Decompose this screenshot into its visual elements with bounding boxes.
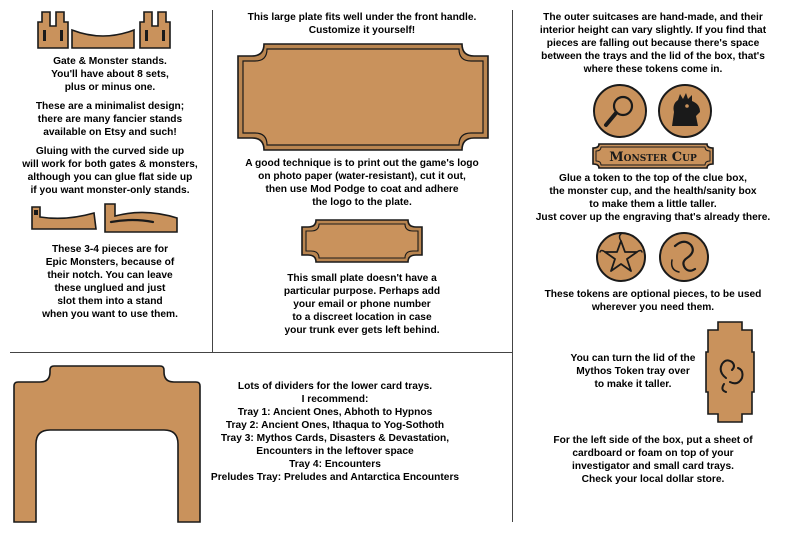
- small-plate-line: particular purpose. Perhaps add: [283, 286, 441, 297]
- glue-token-description: [513, 172, 793, 224]
- technique-description: [213, 157, 511, 209]
- suitcase-line: interior height can vary slightly. If you find that: [539, 25, 767, 36]
- epic-line: slot them into a stand: [57, 296, 163, 307]
- stands-line: Gate & Monster stands.: [53, 56, 167, 67]
- dividers-line: Tray 1: Ancient Ones, Abhoth to Hypnos: [237, 407, 433, 418]
- epic-line: Epic Monsters, because of: [45, 257, 175, 268]
- curved-stand-piece: [70, 24, 136, 50]
- epic-line: These 3-4 pieces are for: [51, 244, 169, 255]
- gluing-line: although you can glue flat side up: [27, 172, 193, 183]
- dividers-description: [202, 380, 468, 484]
- large-plate: [236, 42, 490, 152]
- left-side-line: For the left side of the box, put a sheet of: [553, 435, 753, 446]
- suitcase-line: where these tokens come in.: [583, 64, 723, 75]
- optional-line: These tokens are optional pieces, to be used: [544, 289, 762, 300]
- left-side-line: Check your local dollar store.: [581, 474, 725, 485]
- lid-line: Mythos Token tray over: [576, 366, 690, 377]
- optional-line: wherever you need them.: [591, 302, 715, 313]
- dividers-line: Lots of dividers for the lower card trays.: [237, 381, 433, 392]
- technique-line: the logo to the plate.: [312, 197, 412, 208]
- dividers-line: Tray 3: Mythos Cards, Disasters & Devastation,: [220, 433, 450, 444]
- large-plate-line: Customize it yourself!: [308, 25, 416, 36]
- small-plate-line: to a discreet location in case: [292, 312, 432, 323]
- small-plate-description: [213, 272, 511, 337]
- clue-token: [591, 82, 649, 140]
- gate-stand-piece-right: [137, 8, 173, 50]
- large-plate-line: This large plate fits well under the front handle.: [247, 12, 477, 23]
- suitcase-line: between the trays and the lid of the box, that's: [541, 51, 765, 62]
- gluing-line: Gluing with the curved side up: [35, 146, 185, 157]
- lid-line: You can turn the lid of the: [570, 353, 696, 364]
- suitcase-description: [513, 11, 793, 76]
- tentacle-token: [657, 230, 711, 284]
- small-plate-line: your trunk ever gets left behind.: [284, 325, 440, 336]
- epic-line: when you want to use them.: [42, 309, 178, 320]
- minimalist-line: These are a minimalist design;: [35, 101, 185, 112]
- dividers-line: Tray 4: Encounters: [289, 459, 381, 470]
- monster-token: [656, 82, 714, 140]
- stands-description: [10, 55, 210, 94]
- gate-stand-piece-left: [35, 8, 71, 50]
- gluing-line: if you want monster-only stands.: [30, 185, 190, 196]
- minimalist-line: available on Etsy and such!: [43, 127, 177, 138]
- epic-monsters-description: [10, 243, 210, 321]
- epic-monster-piece-left: [30, 205, 98, 231]
- dividers-line: Encounters in the leftover space: [256, 446, 414, 457]
- left-side-line: cardboard or foam on top of your: [572, 448, 734, 459]
- gluing-description: [10, 145, 210, 197]
- glue-line: Glue a token to the top of the clue box,: [559, 173, 747, 184]
- suitcase-line: pieces are falling out because there's space: [546, 38, 760, 49]
- epic-monster-piece-right: [103, 200, 179, 234]
- lid-description: [548, 352, 718, 391]
- epic-line: their notch. You can leave: [47, 270, 173, 281]
- glue-line: Just cover up the engraving that's already there.: [535, 212, 771, 223]
- dividers-line: Tray 2: Ancient Ones, Ithaqua to Yog-Sothoth: [225, 420, 445, 431]
- small-plate: [300, 218, 424, 264]
- mythos-tray-lid: [704, 320, 756, 424]
- small-plate-line: This small plate doesn't have a: [287, 273, 437, 284]
- glue-line: the monster cup, and the health/sanity box: [549, 186, 757, 197]
- dividers-line: Preludes Tray: Preludes and Antarctica Encounters: [210, 472, 460, 483]
- large-plate-description: [213, 11, 511, 37]
- gluing-line: will work for both gates & monsters,: [22, 159, 198, 170]
- left-side-line: investigator and small card trays.: [572, 461, 734, 472]
- small-plate-line: your email or phone number: [293, 299, 431, 310]
- monster-cup-plaque: [591, 143, 715, 169]
- minimalist-line: there are many fancier stands: [37, 114, 183, 125]
- technique-line: on photo paper (water-resistant), cut it out,: [258, 171, 466, 182]
- stands-line: You'll have about 8 sets,: [51, 69, 169, 80]
- suitcase-line: The outer suitcases are hand-made, and their: [543, 12, 763, 23]
- lid-line: to make it taller.: [594, 379, 672, 390]
- divider-horizontal: [10, 352, 512, 353]
- dividers-line: I recommend:: [301, 394, 369, 405]
- left-side-description: [513, 434, 793, 486]
- epic-line: these unglued and just: [54, 283, 166, 294]
- technique-line: then use Mod Podge to coat and adhere: [265, 184, 459, 195]
- monster-cup-label: Monster Cup: [609, 150, 697, 165]
- minimalist-description: [10, 100, 210, 139]
- card-tray-divider: [12, 364, 202, 524]
- optional-tokens-description: [513, 288, 793, 314]
- technique-line: A good technique is to print out the game's logo: [245, 158, 479, 169]
- elder-sign-token: [594, 230, 648, 284]
- glue-line: to make them a little taller.: [589, 199, 717, 210]
- stands-line: plus or minus one.: [64, 82, 156, 93]
